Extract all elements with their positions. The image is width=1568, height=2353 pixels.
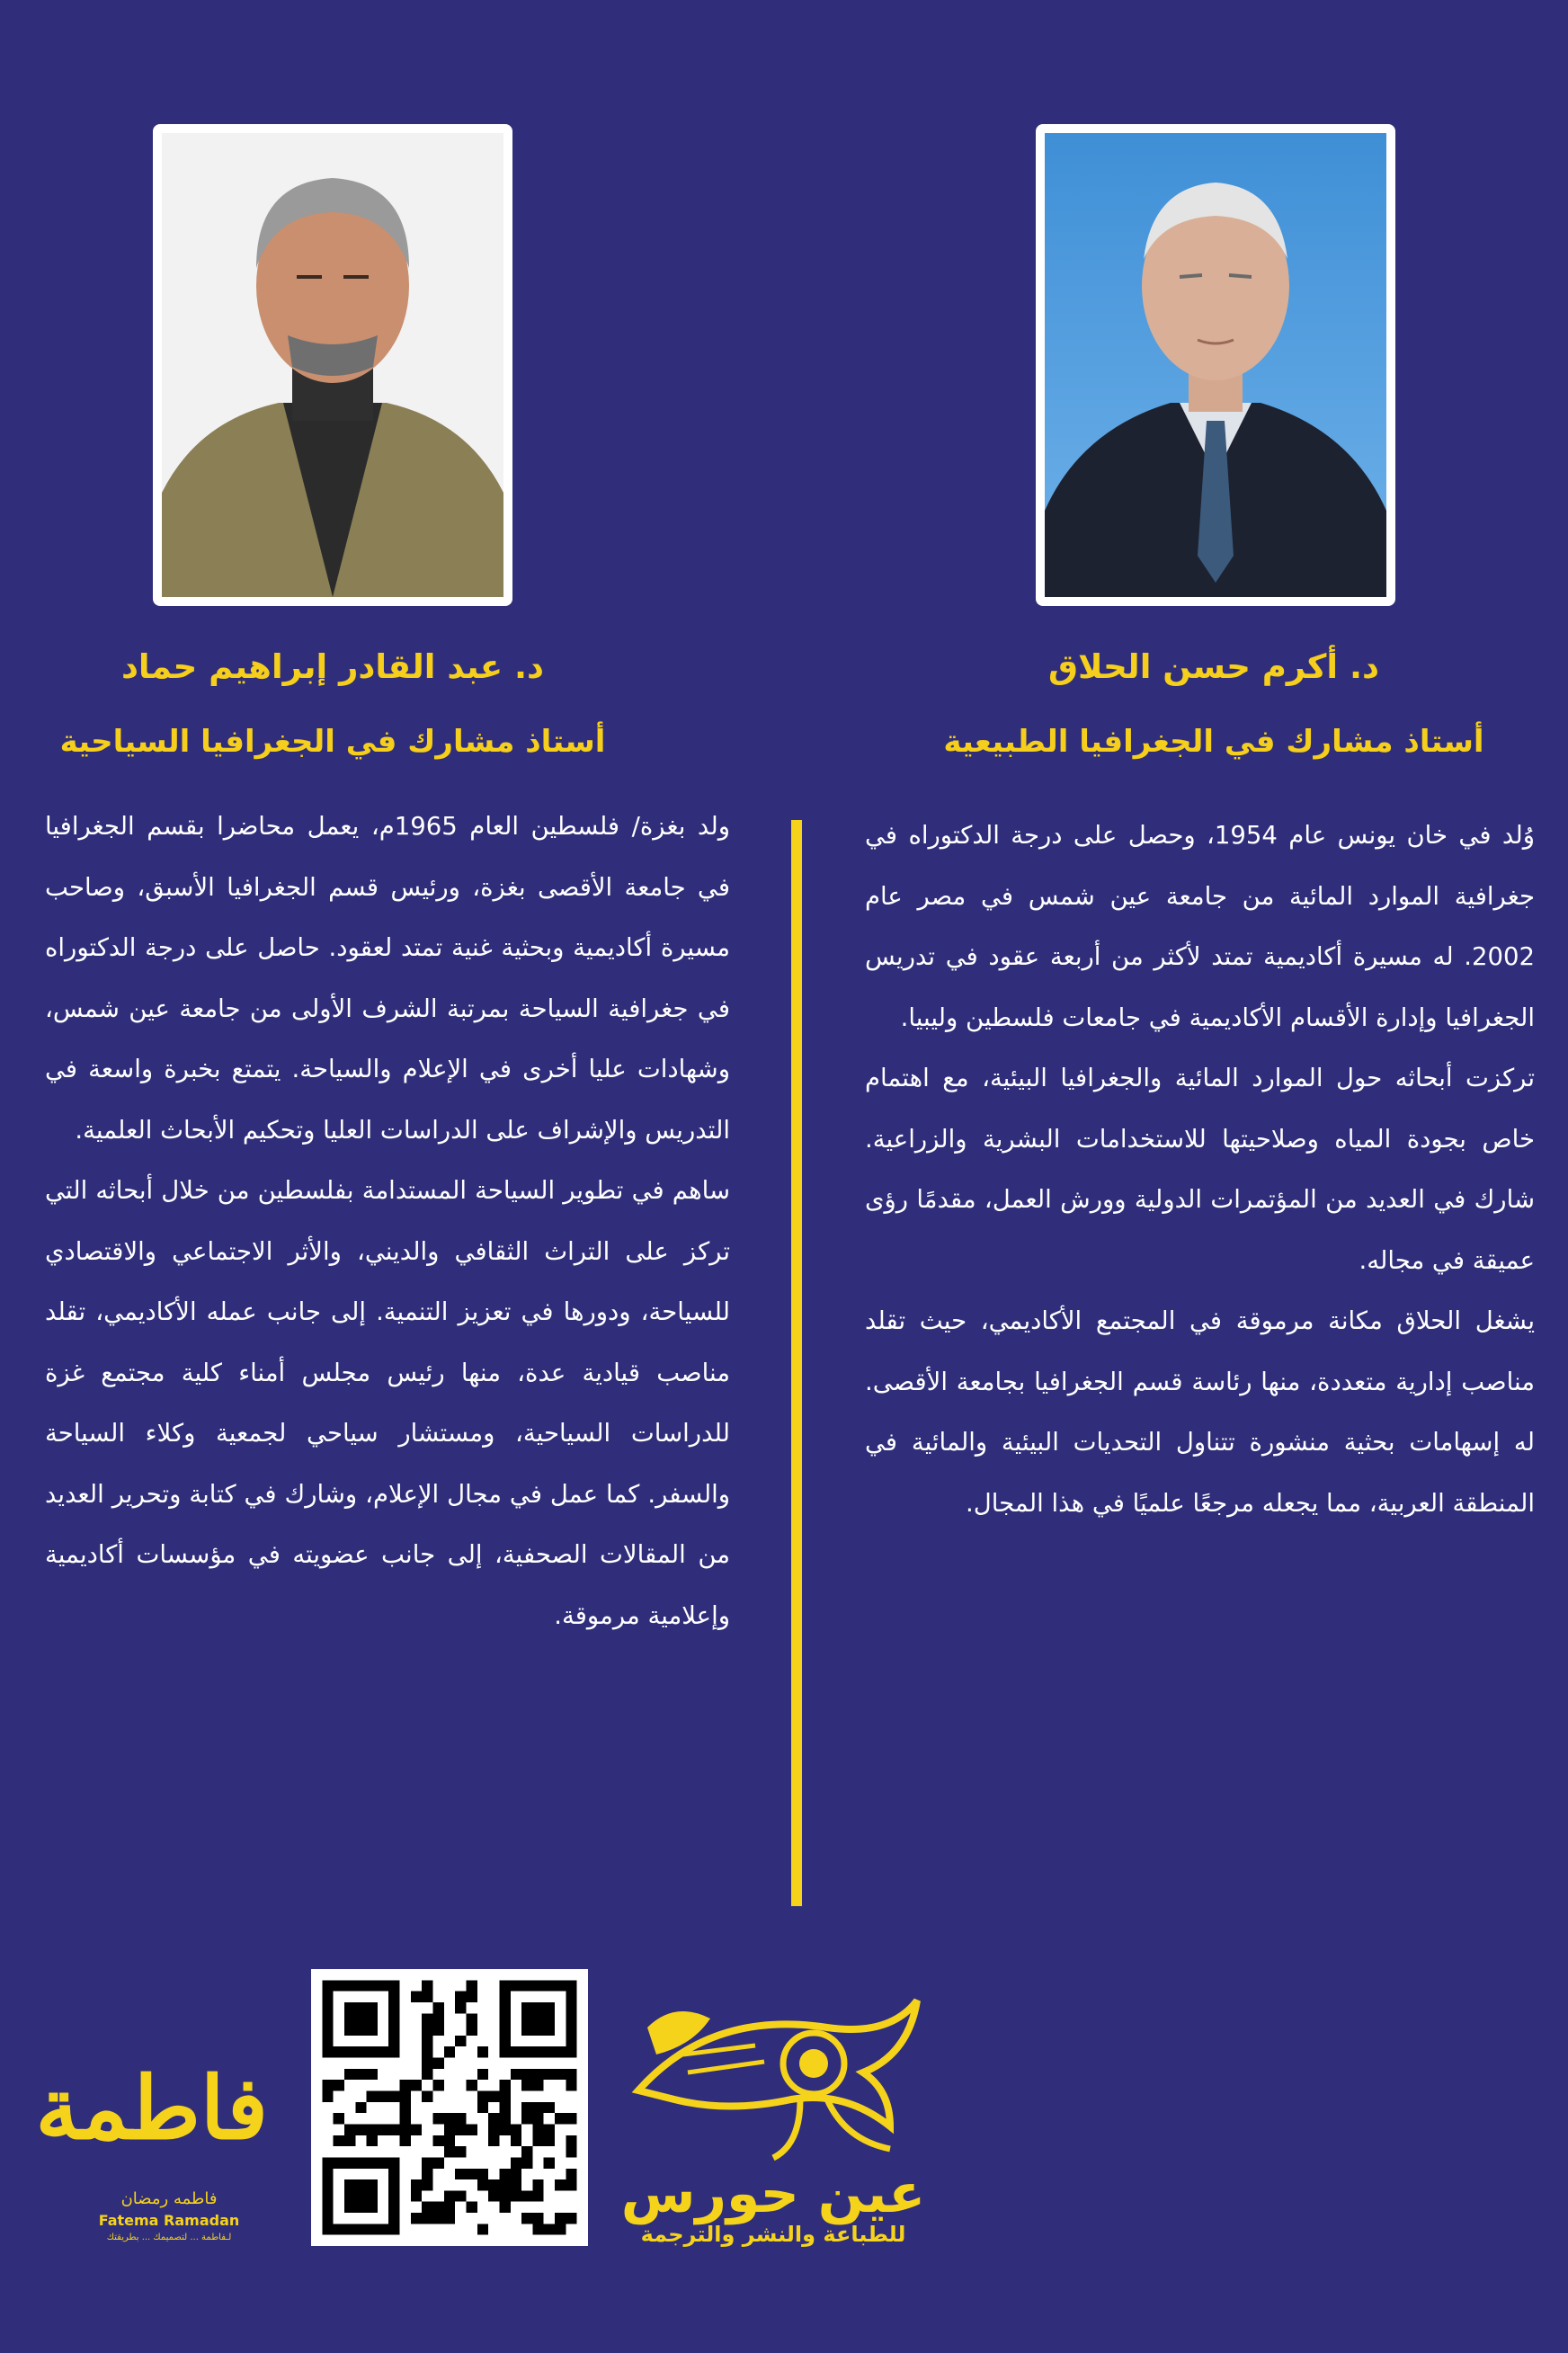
author-photo-akram <box>1036 124 1395 606</box>
author-photo-abdelqader <box>153 124 512 606</box>
qr-code[interactable] <box>311 1969 588 2246</box>
eye-of-horus-icon <box>620 1992 926 2171</box>
designer-name-en: Fatema Ramadan <box>98 2212 240 2229</box>
designer-name-ar: فاطمه رمضان <box>120 2189 218 2208</box>
designer-tagline: لـفاطمة ... لتصميمك ... بطريقتك <box>106 2233 232 2242</box>
bio-paragraph: وُلد في خان يونس عام 1954، وحصل على درجة الدكتوراه في جغرافية الموارد المائية من جامعة عين شمس في مصر عام 2002. له مسيرة أكاديمية تمتد لأكثر من أربعة عقود في تدريس الجغرافيا وإدارة الأقسام الأكاديمية في جامعات فلسطين وليبيا. <box>865 821 1535 1032</box>
bio-paragraph: تركزت أبحاثه حول الموارد المائية والجغرافيا البيئية، مع اهتمام خاص بجودة المياه وصلاحيتها للاستخدامات البشرية والزراعية. شارك في العديد من المؤتمرات الدولية وورش العمل، مقدمًا رؤى عميقة في مجاله. <box>865 1064 1535 1275</box>
designer-logo <box>35 2037 268 2252</box>
author-role-akram: أستاذ مشارك في الجغرافيا الطبيعية <box>943 724 1484 760</box>
publisher-logo <box>620 1992 926 2261</box>
bio-paragraph: ولد بغزة/ فلسطين العام 1965م، يعمل محاضرا بقسم الجغرافيا في جامعة الأقصى بغزة، ورئيس قسم الجغرافيا الأسبق، وصاحب مسيرة أكاديمية وبحثية غنية تمتد لعقود. حاصل على درجة الدكتوراه في جغرافية السياحة بمرتبة الشرف الأولى من جامعة عين شمس، وشهادات عليا أخرى في الإعلام والسياحة. يتمتع بخبرة واسعة في التدريس والإشراف على الدراسات العليا وتحكيم الأبحاث العلمية. <box>45 812 730 1145</box>
author-role-abdelqader: أستاذ مشارك في الجغرافيا السياحية <box>59 724 606 760</box>
bio-paragraph: ساهم في تطوير السياحة المستدامة بفلسطين من خلال أبحاثه التي تركز على التراث الثقافي والديني، والأثر الاجتماعي والاقتصادي للسياحة، ودورها في تعزيز التنمية. إلى جانب عمله الأكاديمي، تقلد مناصب قيادية عدة، منها رئيس مجلس أمناء كلية مجتمع غزة للدراسات السياحية، ومستشار سياحي لجمعية وكلاء السياحة والسفر. كما عمل في مجال الإعلام، وشارك في كتابة وتحرير العديد من المقالات الصحفية، إلى جانب عضويته في مؤسسات أكاديمية وإعلامية مرموقة. <box>45 1176 730 1630</box>
author-name-abdelqader: د. عبد القادر إبراهيم حماد <box>120 647 545 686</box>
author-bio-akram <box>865 806 1535 1534</box>
publisher-subtitle: للطباعة والنشر والترجمة <box>640 2222 906 2247</box>
column-divider <box>791 820 802 1906</box>
author-name-akram: د. أكرم حسن الحلاق <box>1047 647 1380 686</box>
bio-paragraph: يشغل الحلاق مكانة مرموقة في المجتمع الأكاديمي، حيث تقلد مناصب إدارية متعددة، منها رئاسة قسم الجغرافيا بجامعة الأقصى. له إسهامات بحثية منشورة تتناول التحديات البيئية والمائية في المنطقة العربية، مما يجعله مرجعًا علميًا في هذا المجال. <box>865 1306 1535 1518</box>
author-bio-abdelqader <box>45 797 730 1646</box>
designer-signature: فاطمة <box>35 2057 268 2159</box>
publisher-name: عين حورس <box>620 2162 926 2225</box>
